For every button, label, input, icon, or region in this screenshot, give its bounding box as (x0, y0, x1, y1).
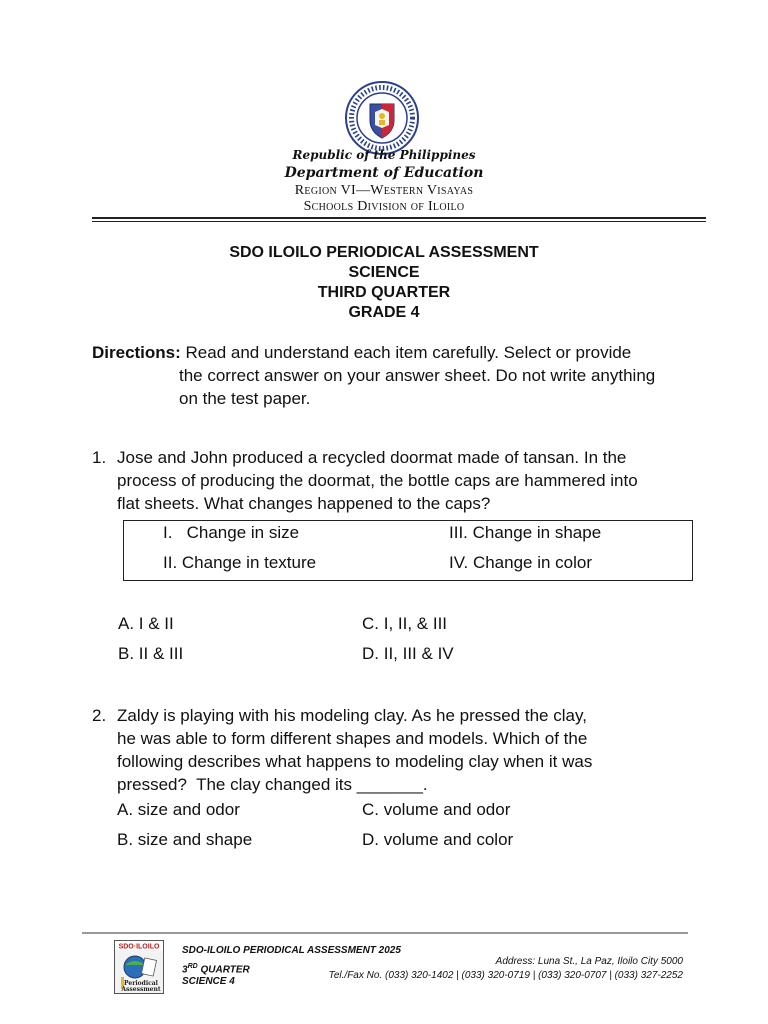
q1-choice-a: A. I & II (118, 614, 174, 633)
q2-number: 2. (92, 706, 107, 725)
svg-text:Periodical: Periodical (124, 980, 158, 987)
q1-choice-b: B. II & III (118, 644, 184, 663)
q1-choice-d: D. II, III & IV (362, 644, 454, 663)
header-rule-thick (92, 217, 706, 219)
q1-box-item-iii: III. Change in shape (449, 523, 602, 542)
q2-line4: pressed? The clay changed its _______. (117, 775, 428, 794)
q2-choice-a: A. size and odor (117, 800, 240, 819)
q2-line1: Zaldy is playing with his modeling clay. As he pressed the clay, (117, 706, 587, 725)
subject-title: SCIENCE (348, 264, 420, 281)
svg-text:Assessment: Assessment (121, 986, 161, 993)
q1-choice-c: C. I, II, & III (362, 614, 448, 633)
footer-phones: Tel./Fax No. (033) 320-1402 | (033) 320-0719 | (033) 320-0707 | (033) 327-2252 (328, 970, 683, 981)
q2-choice-c: C. volume and odor (362, 800, 511, 819)
q2-choice-d: D. volume and color (362, 830, 514, 849)
footer-quarter-sup: RD (187, 963, 198, 970)
division-line: Schools Division of Iloilo (303, 199, 465, 214)
footer-rule (82, 932, 688, 934)
header-rule-thin (92, 221, 706, 222)
directions (92, 341, 712, 364)
directions-line2: the correct answer on your answer sheet. Do not write anything (179, 366, 656, 385)
footer-address: Address: Luna St., La Paz, Iloilo City 5000 (495, 956, 683, 967)
deped-seal-logo (344, 80, 420, 156)
q2-line3: following describes what happens to modeling clay when it was (117, 752, 593, 771)
footer-quarter-word: QUARTER (197, 964, 250, 976)
region-line: Region VI—Western Visayas (294, 183, 474, 198)
q1-box-item-iv: IV. Change in color (449, 553, 593, 572)
svg-text:SDO·ILOILO: SDO·ILOILO (118, 943, 160, 951)
q2-choice-b: B. size and shape (117, 830, 253, 849)
footer-subject-line: SCIENCE 4 (182, 976, 235, 987)
republic-line: Republic of the Philippines (292, 148, 476, 162)
footer-quarter-num: 3 (182, 964, 188, 976)
q1-box-item-i: I. Change in size (163, 523, 300, 542)
sdo-assessment-logo (114, 940, 164, 994)
directions-line1: Read and understand each item carefully. Select or provide (185, 343, 632, 362)
quarter-title: THIRD QUARTER (317, 284, 451, 301)
assessment-title: SDO ILOILO PERIODICAL ASSESSMENT (229, 244, 539, 261)
q1-box-item-ii: II. Change in texture (163, 553, 317, 572)
directions-label: Directions: (92, 343, 181, 362)
grade-title: GRADE 4 (348, 304, 420, 321)
q1-line1: Jose and John produced a recycled doormat made of tansan. In the (117, 448, 627, 467)
q1-line3: flat sheets. What changes happened to the caps? (117, 494, 491, 513)
footer-assessment-line: SDO-ILOILO PERIODICAL ASSESSMENT 2025 (182, 945, 401, 956)
q1-line2: process of producing the doormat, the bottle caps are hammered into (117, 471, 638, 490)
department-name: Department of Education (284, 165, 484, 181)
q2-line2: he was able to form different shapes and models. Which of the (117, 729, 588, 748)
q1-number: 1. (92, 448, 107, 467)
directions-line3: on the test paper. (179, 389, 311, 408)
